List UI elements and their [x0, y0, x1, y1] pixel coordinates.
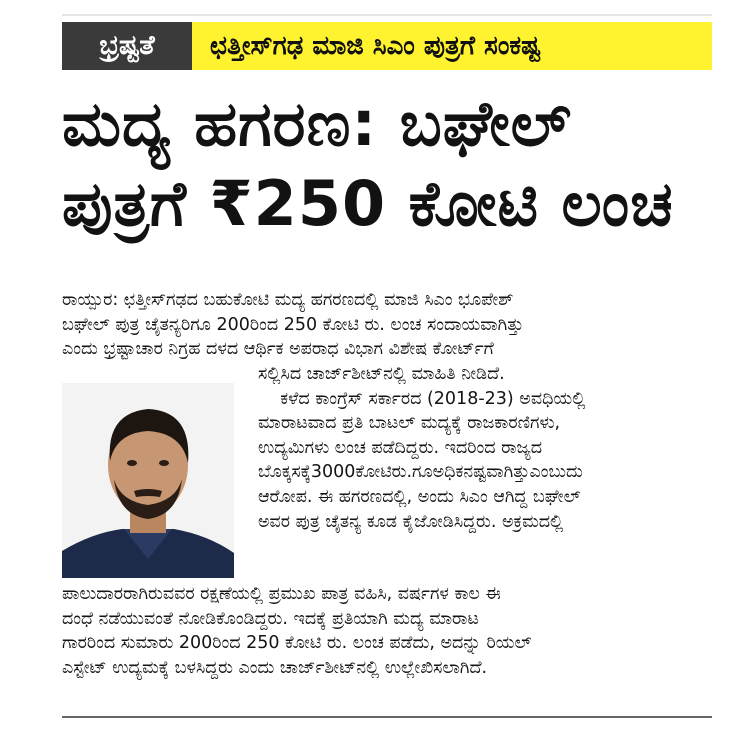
article-line: ರಾಯ್ಪುರ: ಛತ್ತೀಸ್‌ಗಢದ ಬಹುಕೋಟಿ ಮದ್ಯ ಹಗರಣದಲ್ಲಿ ಮಾಜಿ ಸಿಎಂ ಭೂಪೇಶ್: [62, 290, 514, 310]
headline-line-2: ಪುತ್ರಗೆ ₹250 ಕೋಟಿ ಲಂಚ: [62, 167, 674, 240]
article-line: ಸಲ್ಲಿಸಿದ ಚಾರ್ಜ್‌ಶೀಟ್‌ನಲ್ಲಿ ಮಾಹಿತಿ ನೀಡಿದೆ.: [258, 364, 505, 384]
article-lead: [62, 288, 712, 362]
article-line: ಕಳೆದ ಕಾಂಗ್ರೆಸ್ ಸರ್ಕಾರದ (2018-23) ಅವಧಿಯಲ್ಲಿ: [258, 388, 586, 409]
article-line: ಉದ್ಯಮಿಗಳು ಲಂಚ ಪಡೆದಿದ್ದರು. ಇದರಿಂದ ರಾಜ್ಯದ: [258, 437, 543, 458]
article-line: ಆರೋಪ. ಈ ಹಗರಣದಲ್ಲಿ, ಅಂದು ಸಿಎಂ ಆಗಿದ್ದ ಬಘೇಲ್: [258, 486, 581, 507]
headline-line-1: ಮದ್ಯ ಹಗರಣ: ಬಘೇಲ್: [62, 87, 572, 160]
article-line: ಎಸ್ಟೇಟ್ ಉದ್ಯಮಕ್ಕೆ ಬಳಸಿದ್ದರು ಎಂದು ಚಾರ್ಜ್‌ಶೀಟ್‌ನಲ್ಲಿ ಉಲ್ಲೇಖಿಸಲಾಗಿದೆ.: [62, 657, 488, 678]
article-line: ಬೊಕ್ಕಸಕ್ಕೆ3000ಕೋಟಿರು.ಗೂಅಧಿಕನಷ್ಟವಾಗಿತ್ತುಎಂಬುದು: [258, 462, 583, 483]
article-side-column: [258, 362, 712, 534]
article-line: ಗಾರರಿಂದ ಸುಮಾರು 200ರಿಂದ 250 ಕೋಟಿ ರು. ಲಂಚ ಪಡೆದು, ಅದನ್ನು ರಿಯಲ್: [62, 633, 532, 654]
headline: [62, 84, 712, 244]
article-line: ಪಾಲುದಾರರಾಗಿರುವವರ ರಕ್ಷಣೆಯಲ್ಲಿ ಪ್ರಮುಖ ಪಾತ್ರ ವಹಿಸಿ, ವರ್ಷಗಳ ಕಾಲ ಈ: [62, 584, 501, 604]
article-continuation: [62, 582, 712, 680]
politician-photo: [62, 383, 234, 578]
kicker-label: ಭ್ರಷ್ಟತೆ: [62, 22, 192, 70]
article-line: ಅವರ ಪುತ್ರ ಚೈತನ್ಯ ಕೂಡ ಕೈಜೋಡಿಸಿದ್ದರು. ಅಕ್ರಮದಲ್ಲಿ: [258, 511, 564, 532]
top-divider: [62, 14, 712, 16]
kicker-bar: [62, 22, 712, 70]
bottom-divider: [62, 716, 712, 718]
article-line: ಎಂದು ಭ್ರಷ್ಟಾಚಾರ ನಿಗ್ರಹ ದಳದ ಆರ್ಥಿಕ ಅಪರಾಧ ವಿಭಾಗ ವಿಶೇಷ ಕೋರ್ಟ್‌ಗೆ: [62, 339, 494, 360]
article-line: ಬಘೇಲ್ ಪುತ್ರ ಚೈತನ್ಯರಿಗೂ 200ರಿಂದ 250 ಕೋಟಿ ರು. ಲಂಚ ಸಂದಾಯವಾಗಿತ್ತು: [62, 314, 524, 335]
kicker-subhead: ಛತ್ತೀಸ್‌ಗಢ ಮಾಜಿ ಸಿಎಂ ಪುತ್ರಗೆ ಸಂಕಷ್ಟ: [192, 22, 712, 70]
article-line: ಮಾರಾಟವಾದ ಪ್ರತಿ ಬಾಟಲ್ ಮದ್ಯಕ್ಕೆ ರಾಜಕಾರಣಿಗಳು,: [258, 413, 561, 434]
article-line: ದಂಧೆ ನಡೆಯುವಂತೆ ನೋಡಿಕೊಂಡಿದ್ದರು. ಇದಕ್ಕೆ ಪ್ರತಿಯಾಗಿ ಮದ್ಯ ಮಾರಾಟ: [62, 608, 479, 629]
